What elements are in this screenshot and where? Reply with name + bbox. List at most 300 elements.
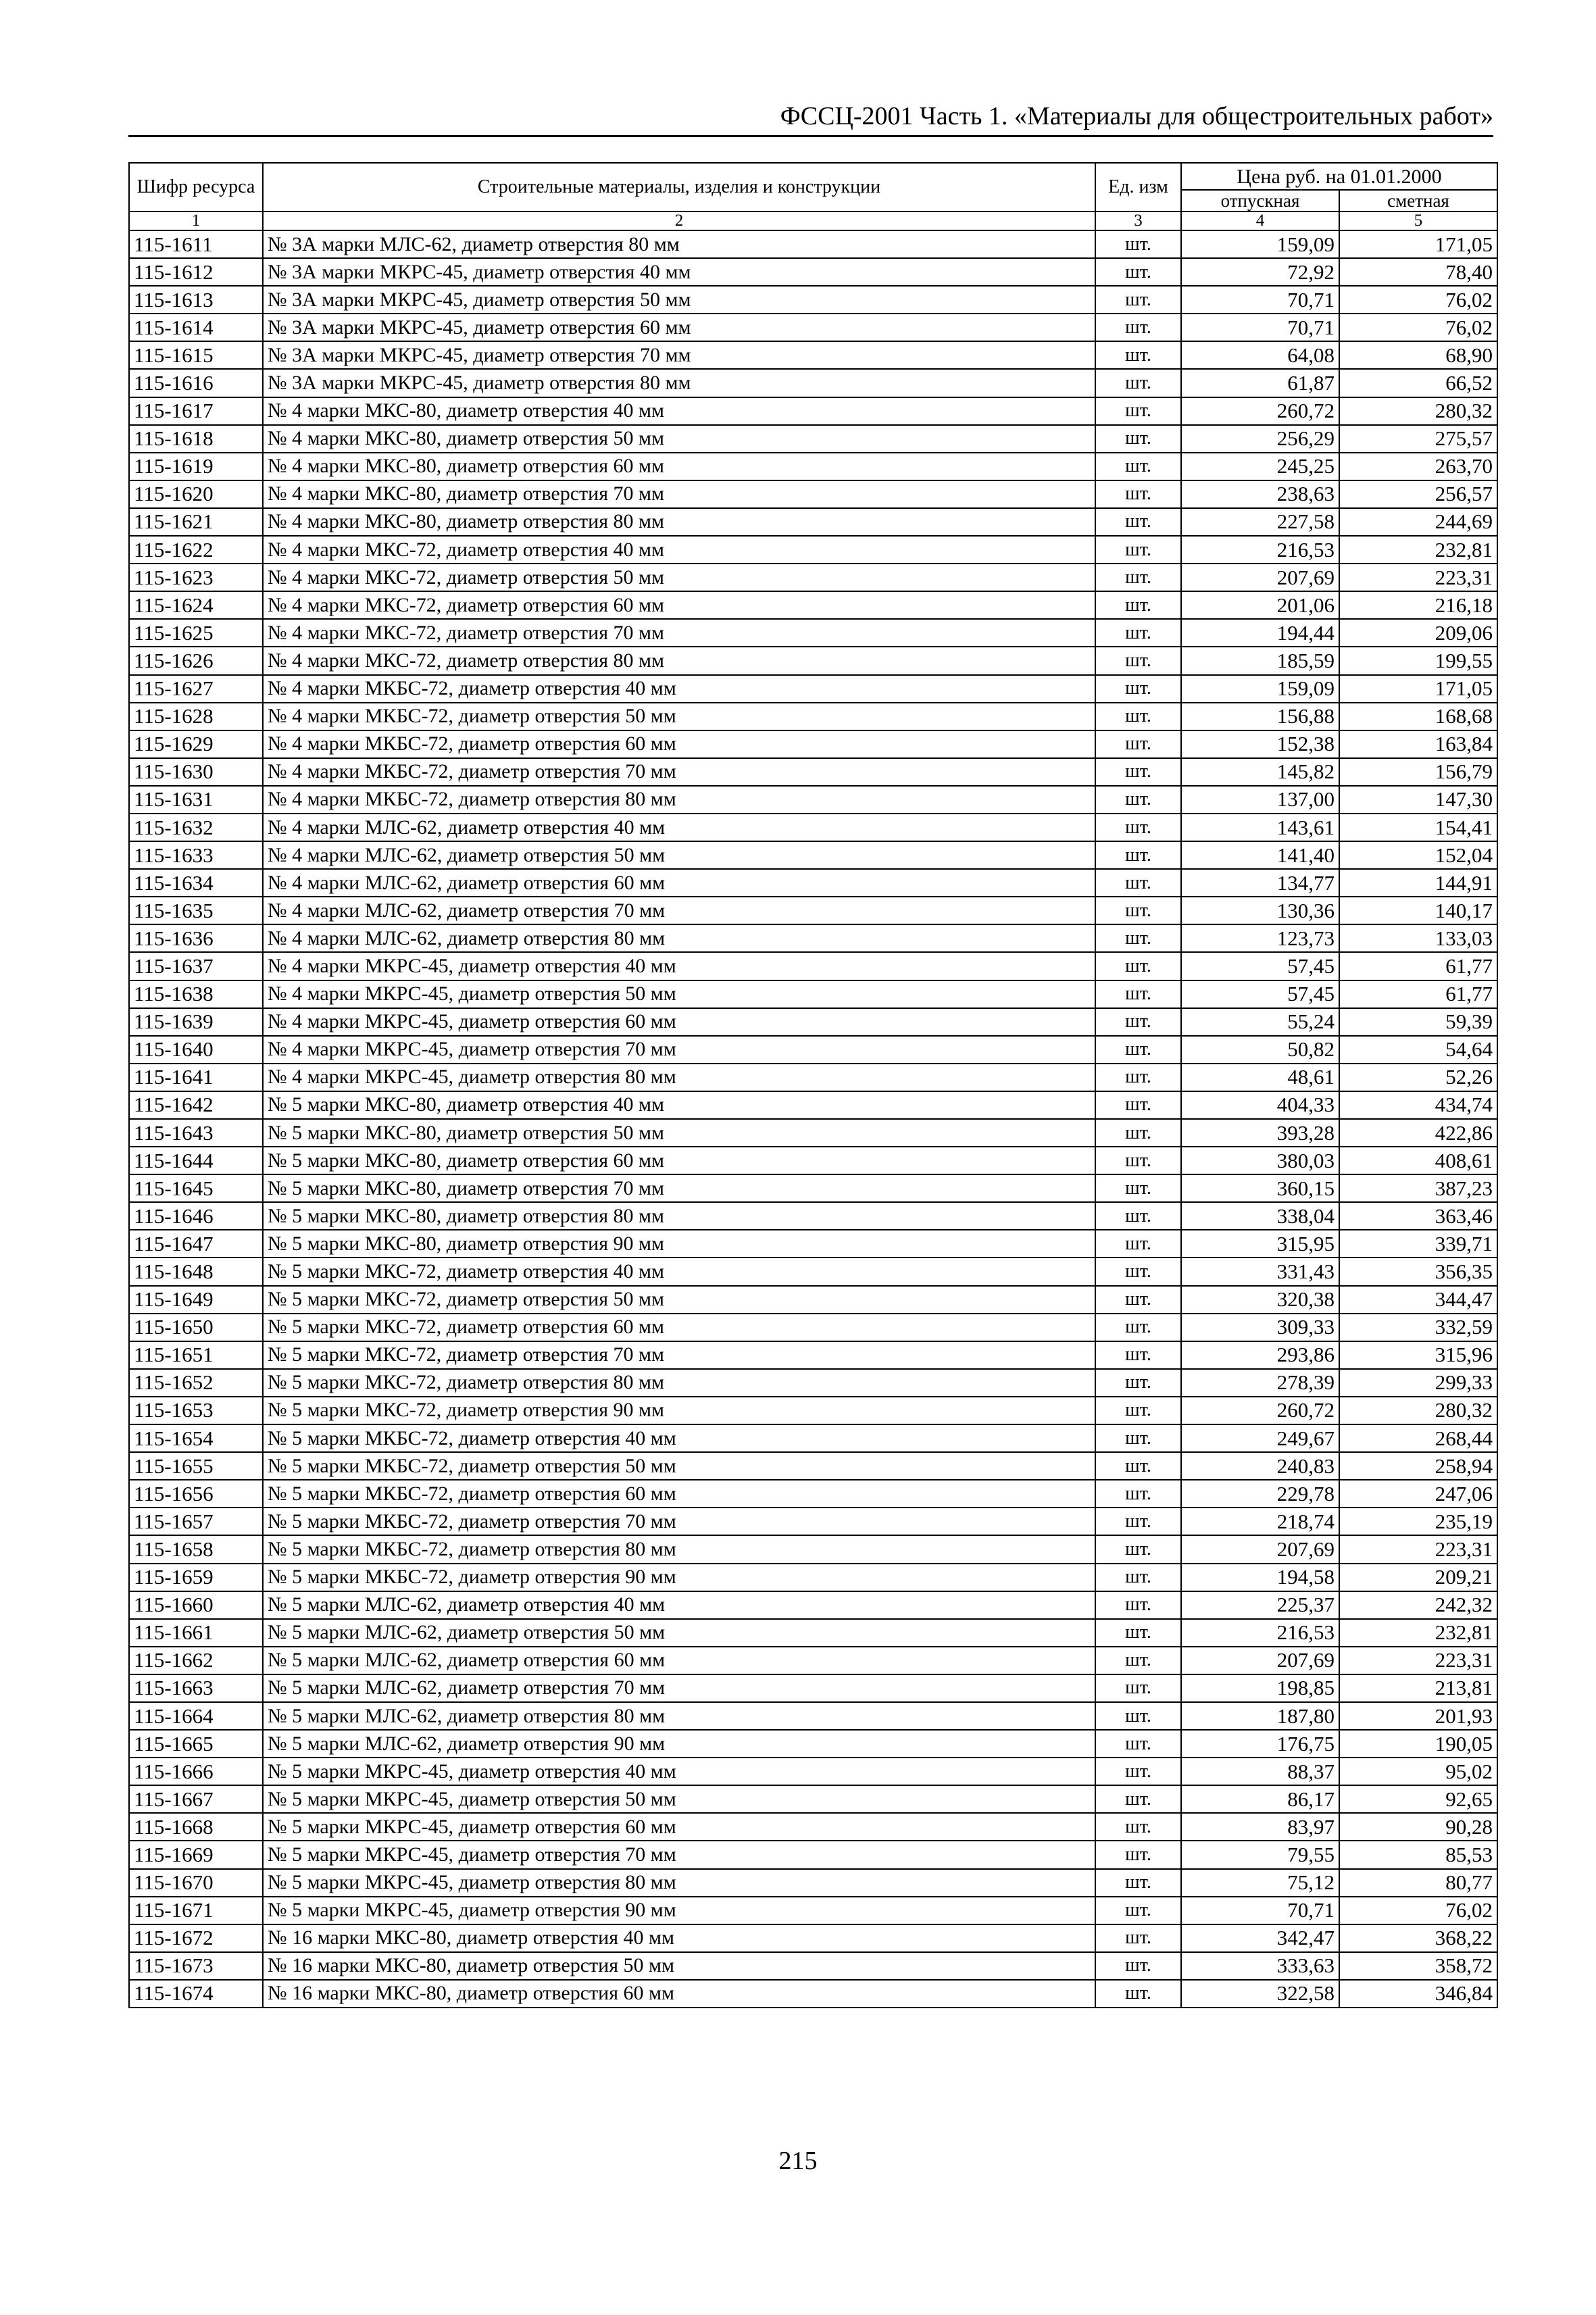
resource-code: 115-1625 <box>129 619 263 647</box>
resource-code: 115-1622 <box>129 536 263 564</box>
release-price: 185,59 <box>1181 647 1339 674</box>
material-name: № 5 марки МЛС-62, диаметр отверстия 80 мм <box>263 1702 1095 1730</box>
column-number: 4 <box>1181 211 1339 230</box>
unit: шт. <box>1095 230 1181 258</box>
header-estimate-price: сметная <box>1339 190 1497 211</box>
estimate-price: 76,02 <box>1339 314 1497 341</box>
table-row <box>129 1314 1497 1341</box>
page-header: ФССЦ-2001 Часть 1. «Материалы для общестроительных работ» <box>780 102 1493 130</box>
material-name: № 16 марки МКС-80, диаметр отверстия 40 мм <box>263 1924 1095 1952</box>
material-name: № 4 марки МКС-80, диаметр отверстия 40 мм <box>263 397 1095 425</box>
material-name: № 3А марки МКРС-45, диаметр отверстия 70 мм <box>263 341 1095 369</box>
estimate-price: 76,02 <box>1339 1897 1497 1924</box>
table-row <box>129 369 1497 397</box>
header-divider <box>128 135 1493 137</box>
table-row <box>129 1758 1497 1785</box>
resource-code: 115-1629 <box>129 730 263 758</box>
unit: шт. <box>1095 1813 1181 1841</box>
table-row <box>129 1980 1497 2008</box>
unit: шт. <box>1095 1647 1181 1674</box>
header-unit: Ед. изм <box>1095 163 1181 211</box>
material-name: № 5 марки МЛС-62, диаметр отверстия 70 мм <box>263 1674 1095 1702</box>
material-name: № 5 марки МКБС-72, диаметр отверстия 80 мм <box>263 1535 1095 1563</box>
unit: шт. <box>1095 1480 1181 1508</box>
release-price: 159,09 <box>1181 675 1339 703</box>
material-name: № 5 марки МКБС-72, диаметр отверстия 40 мм <box>263 1424 1095 1452</box>
table-row <box>129 1647 1497 1674</box>
unit: шт. <box>1095 397 1181 425</box>
table-row <box>129 536 1497 564</box>
material-name: № 5 марки МЛС-62, диаметр отверстия 40 мм <box>263 1591 1095 1619</box>
table-row <box>129 397 1497 425</box>
unit: шт. <box>1095 1314 1181 1341</box>
release-price: 145,82 <box>1181 758 1339 786</box>
resource-code: 115-1668 <box>129 1813 263 1841</box>
resource-code: 115-1630 <box>129 758 263 786</box>
estimate-price: 154,41 <box>1339 814 1497 841</box>
material-name: № 4 марки МЛС-62, диаметр отверстия 50 мм <box>263 841 1095 869</box>
release-price: 187,80 <box>1181 1702 1339 1730</box>
unit: шт. <box>1095 564 1181 591</box>
unit: шт. <box>1095 841 1181 869</box>
material-name: № 4 марки МКС-72, диаметр отверстия 80 мм <box>263 647 1095 674</box>
estimate-price: 332,59 <box>1339 1314 1497 1341</box>
unit: шт. <box>1095 1230 1181 1258</box>
estimate-price: 190,05 <box>1339 1730 1497 1758</box>
unit: шт. <box>1095 453 1181 480</box>
table-row <box>129 1785 1497 1813</box>
material-name: № 5 марки МКРС-45, диаметр отверстия 60 мм <box>263 1813 1095 1841</box>
resource-code: 115-1639 <box>129 1008 263 1036</box>
unit: шт. <box>1095 1591 1181 1619</box>
release-price: 143,61 <box>1181 814 1339 841</box>
unit: шт. <box>1095 1341 1181 1369</box>
material-name: № 4 марки МКС-80, диаметр отверстия 60 мм <box>263 453 1095 480</box>
resource-code: 115-1667 <box>129 1785 263 1813</box>
release-price: 207,69 <box>1181 1647 1339 1674</box>
estimate-price: 213,81 <box>1339 1674 1497 1702</box>
resource-code: 115-1634 <box>129 869 263 897</box>
unit: шт. <box>1095 286 1181 314</box>
release-price: 216,53 <box>1181 1619 1339 1647</box>
unit: шт. <box>1095 1064 1181 1091</box>
table-row <box>129 1230 1497 1258</box>
table-body <box>129 230 1497 2008</box>
unit: шт. <box>1095 508 1181 536</box>
material-name: № 5 марки МКРС-45, диаметр отверстия 50 мм <box>263 1785 1095 1813</box>
release-price: 260,72 <box>1181 1397 1339 1424</box>
material-name: № 16 марки МКС-80, диаметр отверстия 50 мм <box>263 1952 1095 1980</box>
resource-code: 115-1627 <box>129 675 263 703</box>
release-price: 194,44 <box>1181 619 1339 647</box>
column-number: 5 <box>1339 211 1497 230</box>
table-row <box>129 841 1497 869</box>
unit: шт. <box>1095 952 1181 980</box>
table-row <box>129 952 1497 980</box>
release-price: 75,12 <box>1181 1869 1339 1897</box>
release-price: 238,63 <box>1181 480 1339 508</box>
material-name: № 3А марки МКРС-45, диаметр отверстия 60 мм <box>263 314 1095 341</box>
unit: шт. <box>1095 536 1181 564</box>
release-price: 207,69 <box>1181 564 1339 591</box>
table-row <box>129 1869 1497 1897</box>
release-price: 404,33 <box>1181 1091 1339 1119</box>
material-name: № 4 марки МКС-80, диаметр отверстия 70 мм <box>263 480 1095 508</box>
material-name: № 5 марки МКС-80, диаметр отверстия 90 мм <box>263 1230 1095 1258</box>
material-name: № 5 марки МЛС-62, диаметр отверстия 50 мм <box>263 1619 1095 1647</box>
unit: шт. <box>1095 425 1181 453</box>
unit: шт. <box>1095 1924 1181 1952</box>
estimate-price: 299,33 <box>1339 1369 1497 1397</box>
unit: шт. <box>1095 1119 1181 1147</box>
estimate-price: 358,72 <box>1339 1952 1497 1980</box>
unit: шт. <box>1095 786 1181 814</box>
unit: шт. <box>1095 1202 1181 1230</box>
table-row <box>129 1813 1497 1841</box>
table-row <box>129 980 1497 1008</box>
unit: шт. <box>1095 675 1181 703</box>
resource-code: 115-1637 <box>129 952 263 980</box>
release-price: 79,55 <box>1181 1841 1339 1868</box>
resource-code: 115-1646 <box>129 1202 263 1230</box>
estimate-price: 152,04 <box>1339 841 1497 869</box>
resource-code: 115-1614 <box>129 314 263 341</box>
release-price: 86,17 <box>1181 1785 1339 1813</box>
estimate-price: 61,77 <box>1339 980 1497 1008</box>
header-price: Цена руб. на 01.01.2000 <box>1181 163 1497 190</box>
estimate-price: 95,02 <box>1339 1758 1497 1785</box>
material-name: № 3А марки МКРС-45, диаметр отверстия 40 мм <box>263 258 1095 286</box>
material-name: № 4 марки МКС-80, диаметр отверстия 80 мм <box>263 508 1095 536</box>
resource-code: 115-1624 <box>129 591 263 619</box>
table-row <box>129 814 1497 841</box>
table-row <box>129 869 1497 897</box>
estimate-price: 247,06 <box>1339 1480 1497 1508</box>
unit: шт. <box>1095 730 1181 758</box>
estimate-price: 54,64 <box>1339 1036 1497 1064</box>
unit: шт. <box>1095 869 1181 897</box>
release-price: 88,37 <box>1181 1758 1339 1785</box>
material-name: № 4 марки МКРС-45, диаметр отверстия 80 мм <box>263 1064 1095 1091</box>
resource-code: 115-1626 <box>129 647 263 674</box>
table-row <box>129 480 1497 508</box>
unit: шт. <box>1095 703 1181 730</box>
estimate-price: 68,90 <box>1339 341 1497 369</box>
estimate-price: 144,91 <box>1339 869 1497 897</box>
release-price: 260,72 <box>1181 397 1339 425</box>
material-name: № 5 марки МКС-72, диаметр отверстия 90 мм <box>263 1397 1095 1424</box>
column-number: 1 <box>129 211 263 230</box>
material-name: № 5 марки МКРС-45, диаметр отверстия 90 мм <box>263 1897 1095 1924</box>
resource-code: 115-1657 <box>129 1508 263 1535</box>
table-row <box>129 591 1497 619</box>
release-price: 134,77 <box>1181 869 1339 897</box>
estimate-price: 315,96 <box>1339 1341 1497 1369</box>
table-row <box>129 425 1497 453</box>
unit: шт. <box>1095 980 1181 1008</box>
unit: шт. <box>1095 1785 1181 1813</box>
material-name: № 5 марки МКС-72, диаметр отверстия 80 мм <box>263 1369 1095 1397</box>
table-row <box>129 1286 1497 1314</box>
release-price: 194,58 <box>1181 1564 1339 1591</box>
estimate-price: 242,32 <box>1339 1591 1497 1619</box>
unit: шт. <box>1095 647 1181 674</box>
table-row <box>129 564 1497 591</box>
release-price: 240,83 <box>1181 1452 1339 1480</box>
resource-code: 115-1612 <box>129 258 263 286</box>
release-price: 70,71 <box>1181 314 1339 341</box>
unit: шт. <box>1095 1147 1181 1174</box>
estimate-price: 280,32 <box>1339 397 1497 425</box>
estimate-price: 61,77 <box>1339 952 1497 980</box>
release-price: 245,25 <box>1181 453 1339 480</box>
estimate-price: 258,94 <box>1339 1452 1497 1480</box>
material-name: № 4 марки МКРС-45, диаметр отверстия 40 мм <box>263 952 1095 980</box>
material-name: № 5 марки МКС-80, диаметр отверстия 60 мм <box>263 1147 1095 1174</box>
estimate-price: 85,53 <box>1339 1841 1497 1868</box>
release-price: 229,78 <box>1181 1480 1339 1508</box>
table-row <box>129 1897 1497 1924</box>
table-row <box>129 1036 1497 1064</box>
material-name: № 16 марки МКС-80, диаметр отверстия 60 мм <box>263 1980 1095 2008</box>
unit: шт. <box>1095 1619 1181 1647</box>
table-row <box>129 1147 1497 1174</box>
material-name: № 4 марки МЛС-62, диаметр отверстия 80 мм <box>263 924 1095 952</box>
resource-code: 115-1672 <box>129 1924 263 1952</box>
material-name: № 4 марки МЛС-62, диаметр отверстия 40 мм <box>263 814 1095 841</box>
unit: шт. <box>1095 1258 1181 1285</box>
release-price: 322,58 <box>1181 1980 1339 2008</box>
material-name: № 4 марки МКБС-72, диаметр отверстия 80 мм <box>263 786 1095 814</box>
price-table <box>128 162 1498 2008</box>
estimate-price: 256,57 <box>1339 480 1497 508</box>
table-row <box>129 1258 1497 1285</box>
material-name: № 4 марки МКС-72, диаметр отверстия 50 мм <box>263 564 1095 591</box>
resource-code: 115-1619 <box>129 453 263 480</box>
unit: шт. <box>1095 814 1181 841</box>
unit: шт. <box>1095 1674 1181 1702</box>
resource-code: 115-1635 <box>129 897 263 924</box>
resource-code: 115-1616 <box>129 369 263 397</box>
material-name: № 4 марки МЛС-62, диаметр отверстия 70 мм <box>263 897 1095 924</box>
material-name: № 5 марки МКРС-45, диаметр отверстия 40 мм <box>263 1758 1095 1785</box>
release-price: 55,24 <box>1181 1008 1339 1036</box>
table-row <box>129 786 1497 814</box>
material-name: № 5 марки МКБС-72, диаметр отверстия 50 мм <box>263 1452 1095 1480</box>
table-row <box>129 1702 1497 1730</box>
table-row <box>129 1341 1497 1369</box>
estimate-price: 363,46 <box>1339 1202 1497 1230</box>
release-price: 137,00 <box>1181 786 1339 814</box>
estimate-price: 59,39 <box>1339 1008 1497 1036</box>
material-name: № 5 марки МКС-72, диаметр отверстия 50 мм <box>263 1286 1095 1314</box>
table-row <box>129 1924 1497 1952</box>
release-price: 123,73 <box>1181 924 1339 952</box>
unit: шт. <box>1095 1008 1181 1036</box>
resource-code: 115-1631 <box>129 786 263 814</box>
release-price: 309,33 <box>1181 1314 1339 1341</box>
estimate-price: 209,06 <box>1339 619 1497 647</box>
release-price: 64,08 <box>1181 341 1339 369</box>
estimate-price: 163,84 <box>1339 730 1497 758</box>
release-price: 249,67 <box>1181 1424 1339 1452</box>
material-name: № 4 марки МКБС-72, диаметр отверстия 70 мм <box>263 758 1095 786</box>
unit: шт. <box>1095 758 1181 786</box>
table-row <box>129 619 1497 647</box>
resource-code: 115-1655 <box>129 1452 263 1480</box>
material-name: № 5 марки МКС-80, диаметр отверстия 70 мм <box>263 1174 1095 1202</box>
unit: шт. <box>1095 341 1181 369</box>
release-price: 393,28 <box>1181 1119 1339 1147</box>
release-price: 83,97 <box>1181 1813 1339 1841</box>
resource-code: 115-1658 <box>129 1535 263 1563</box>
release-price: 156,88 <box>1181 703 1339 730</box>
estimate-price: 346,84 <box>1339 1980 1497 2008</box>
unit: шт. <box>1095 1369 1181 1397</box>
material-name: № 4 марки МКБС-72, диаметр отверстия 60 мм <box>263 730 1095 758</box>
table-row <box>129 1119 1497 1147</box>
resource-code: 115-1662 <box>129 1647 263 1674</box>
material-name: № 5 марки МКС-72, диаметр отверстия 40 мм <box>263 1258 1095 1285</box>
column-number: 3 <box>1095 211 1181 230</box>
unit: шт. <box>1095 591 1181 619</box>
release-price: 57,45 <box>1181 980 1339 1008</box>
unit: шт. <box>1095 1424 1181 1452</box>
unit: шт. <box>1095 924 1181 952</box>
table-row <box>129 1008 1497 1036</box>
material-name: № 5 марки МКРС-45, диаметр отверстия 80 мм <box>263 1869 1095 1897</box>
table-row <box>129 675 1497 703</box>
estimate-price: 216,18 <box>1339 591 1497 619</box>
estimate-price: 209,21 <box>1339 1564 1497 1591</box>
material-name: № 5 марки МКРС-45, диаметр отверстия 70 мм <box>263 1841 1095 1868</box>
release-price: 216,53 <box>1181 536 1339 564</box>
material-name: № 5 марки МКС-80, диаметр отверстия 50 мм <box>263 1119 1095 1147</box>
table-row <box>129 897 1497 924</box>
material-name: № 4 марки МКС-72, диаметр отверстия 40 мм <box>263 536 1095 564</box>
estimate-price: 78,40 <box>1339 258 1497 286</box>
estimate-price: 275,57 <box>1339 425 1497 453</box>
resource-code: 115-1663 <box>129 1674 263 1702</box>
resource-code: 115-1636 <box>129 924 263 952</box>
table-row <box>129 647 1497 674</box>
estimate-price: 171,05 <box>1339 675 1497 703</box>
material-name: № 5 марки МКС-80, диаметр отверстия 80 мм <box>263 1202 1095 1230</box>
resource-code: 115-1661 <box>129 1619 263 1647</box>
resource-code: 115-1656 <box>129 1480 263 1508</box>
release-price: 256,29 <box>1181 425 1339 453</box>
resource-code: 115-1669 <box>129 1841 263 1868</box>
unit: шт. <box>1095 480 1181 508</box>
estimate-price: 140,17 <box>1339 897 1497 924</box>
estimate-price: 76,02 <box>1339 286 1497 314</box>
table-row <box>129 730 1497 758</box>
material-name: № 5 марки МКС-72, диаметр отверстия 70 мм <box>263 1341 1095 1369</box>
resource-code: 115-1628 <box>129 703 263 730</box>
unit: шт. <box>1095 258 1181 286</box>
material-name: № 5 марки МКБС-72, диаметр отверстия 70 мм <box>263 1508 1095 1535</box>
release-price: 70,71 <box>1181 1897 1339 1924</box>
material-name: № 4 марки МКС-80, диаметр отверстия 50 мм <box>263 425 1095 453</box>
resource-code: 115-1617 <box>129 397 263 425</box>
table-row <box>129 341 1497 369</box>
release-price: 48,61 <box>1181 1064 1339 1091</box>
unit: шт. <box>1095 1702 1181 1730</box>
table-row <box>129 758 1497 786</box>
release-price: 360,15 <box>1181 1174 1339 1202</box>
resource-code: 115-1618 <box>129 425 263 453</box>
unit: шт. <box>1095 1036 1181 1064</box>
header-release-price: отпускная <box>1181 190 1339 211</box>
resource-code: 115-1647 <box>129 1230 263 1258</box>
table-row <box>129 1841 1497 1868</box>
release-price: 278,39 <box>1181 1369 1339 1397</box>
estimate-price: 422,86 <box>1339 1119 1497 1147</box>
release-price: 130,36 <box>1181 897 1339 924</box>
table-row <box>129 230 1497 258</box>
estimate-price: 280,32 <box>1339 1397 1497 1424</box>
material-name: № 4 марки МЛС-62, диаметр отверстия 60 мм <box>263 869 1095 897</box>
release-price: 320,38 <box>1181 1286 1339 1314</box>
column-number: 2 <box>263 211 1095 230</box>
estimate-price: 223,31 <box>1339 1535 1497 1563</box>
release-price: 225,37 <box>1181 1591 1339 1619</box>
release-price: 315,95 <box>1181 1230 1339 1258</box>
material-name: № 5 марки МКС-80, диаметр отверстия 40 мм <box>263 1091 1095 1119</box>
resource-code: 115-1643 <box>129 1119 263 1147</box>
table-row <box>129 1730 1497 1758</box>
table-row <box>129 703 1497 730</box>
resource-code: 115-1621 <box>129 508 263 536</box>
table-row <box>129 1508 1497 1535</box>
estimate-price: 263,70 <box>1339 453 1497 480</box>
estimate-price: 244,69 <box>1339 508 1497 536</box>
release-price: 70,71 <box>1181 286 1339 314</box>
resource-code: 115-1650 <box>129 1314 263 1341</box>
estimate-price: 223,31 <box>1339 564 1497 591</box>
table-row <box>129 1202 1497 1230</box>
unit: шт. <box>1095 1397 1181 1424</box>
release-price: 176,75 <box>1181 1730 1339 1758</box>
table-row <box>129 1452 1497 1480</box>
resource-code: 115-1615 <box>129 341 263 369</box>
table-row <box>129 1535 1497 1563</box>
release-price: 159,09 <box>1181 230 1339 258</box>
table-row <box>129 1091 1497 1119</box>
table-row <box>129 1564 1497 1591</box>
resource-code: 115-1638 <box>129 980 263 1008</box>
resource-code: 115-1665 <box>129 1730 263 1758</box>
table-row <box>129 1424 1497 1452</box>
estimate-price: 133,03 <box>1339 924 1497 952</box>
table-row <box>129 1397 1497 1424</box>
material-name: № 3А марки МКРС-45, диаметр отверстия 80 мм <box>263 369 1095 397</box>
estimate-price: 52,26 <box>1339 1064 1497 1091</box>
resource-code: 115-1632 <box>129 814 263 841</box>
table-row <box>129 286 1497 314</box>
table-row <box>129 1674 1497 1702</box>
resource-code: 115-1659 <box>129 1564 263 1591</box>
header-name: Строительные материалы, изделия и конструкции <box>263 163 1095 211</box>
release-price: 61,87 <box>1181 369 1339 397</box>
release-price: 152,38 <box>1181 730 1339 758</box>
unit: шт. <box>1095 897 1181 924</box>
table-row <box>129 1619 1497 1647</box>
unit: шт. <box>1095 1841 1181 1868</box>
resource-code: 115-1652 <box>129 1369 263 1397</box>
material-name: № 4 марки МКБС-72, диаметр отверстия 50 мм <box>263 703 1095 730</box>
resource-code: 115-1674 <box>129 1980 263 2008</box>
